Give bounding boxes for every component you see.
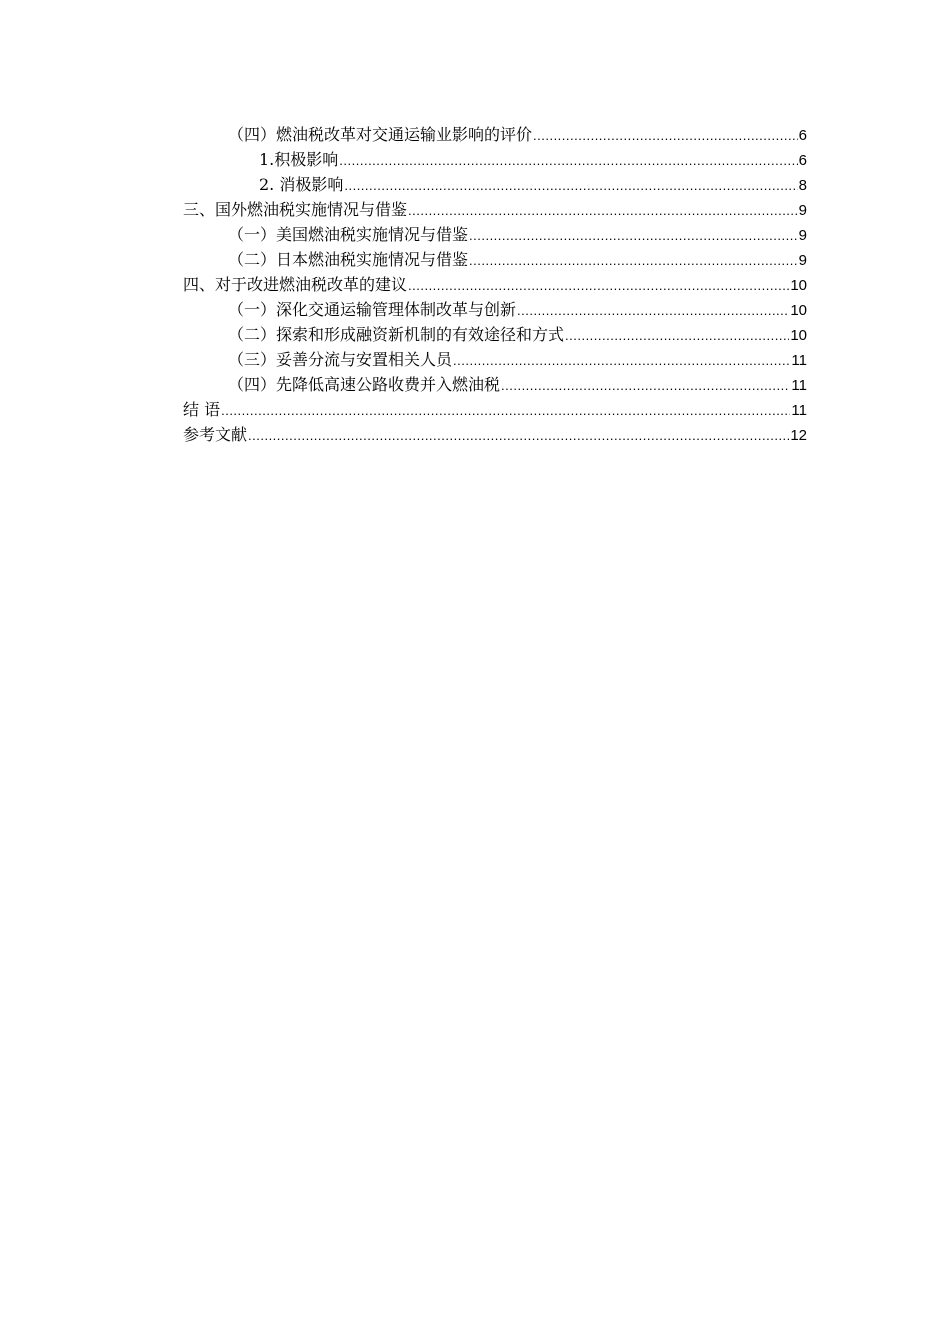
toc-leader-dots xyxy=(248,423,789,448)
toc-leader-dots xyxy=(469,248,798,273)
toc-leader-dots xyxy=(453,348,790,373)
toc-leader-dots xyxy=(408,273,789,298)
toc-entry-page: 10 xyxy=(790,327,807,344)
toc-entry-title: （一）美国燃油税实施情况与借鉴 xyxy=(228,225,469,244)
toc-entry-page: 11 xyxy=(791,352,807,369)
toc-leader-dots xyxy=(221,398,790,423)
toc-entry[interactable] xyxy=(183,372,807,397)
toc-leader-dots xyxy=(533,123,798,148)
toc-entry[interactable] xyxy=(183,297,807,322)
toc-entry-title: 三、国外燃油税实施情况与借鉴 xyxy=(183,200,408,219)
toc-leader-dots xyxy=(339,148,797,173)
toc-leader-dots xyxy=(565,323,789,348)
toc-entry[interactable] xyxy=(183,197,807,222)
toc-entry[interactable] xyxy=(183,122,807,147)
toc-entry-page: 10 xyxy=(790,302,807,319)
toc-entry[interactable] xyxy=(183,247,807,272)
toc-entry-page: 6 xyxy=(798,152,807,169)
toc-entry-title: 2. 消极影响 xyxy=(259,175,344,194)
toc-entry[interactable] xyxy=(183,422,807,447)
toc-entry-page: 11 xyxy=(791,402,807,419)
toc-entry-page: 9 xyxy=(798,252,807,269)
toc-entry-title: 四、对于改进燃油税改革的建议 xyxy=(183,275,408,294)
toc-entry-title: （二）日本燃油税实施情况与借鉴 xyxy=(228,250,469,269)
toc-entry[interactable] xyxy=(183,147,807,172)
toc-entry-page: 9 xyxy=(798,202,807,219)
toc-entry-page: 6 xyxy=(798,127,807,144)
toc-entry-page: 10 xyxy=(790,277,807,294)
toc-entry-title: （二）探索和形成融资新机制的有效途径和方式 xyxy=(228,325,565,344)
toc-entry[interactable] xyxy=(183,397,807,422)
table-of-contents xyxy=(183,122,807,447)
toc-entry-page: 9 xyxy=(798,227,807,244)
toc-entry-title: 1.积极影响 xyxy=(259,150,339,169)
toc-entry-page: 8 xyxy=(798,177,807,194)
toc-entry[interactable] xyxy=(183,272,807,297)
toc-entry[interactable] xyxy=(183,222,807,247)
toc-leader-dots xyxy=(408,198,798,223)
toc-leader-dots xyxy=(501,373,790,398)
toc-entry[interactable] xyxy=(183,347,807,372)
toc-entry-title: （四）先降低高速公路收费并入燃油税 xyxy=(228,375,501,394)
toc-entry-title: （一）深化交通运输管理体制改革与创新 xyxy=(228,300,517,319)
toc-entry-title: 参考文献 xyxy=(183,425,248,444)
toc-leader-dots xyxy=(344,173,797,198)
toc-entry[interactable] xyxy=(183,322,807,347)
toc-entry-title: 结 语 xyxy=(183,400,221,419)
toc-entry-title: （三）妥善分流与安置相关人员 xyxy=(228,350,453,369)
toc-leader-dots xyxy=(517,298,789,323)
toc-entry[interactable] xyxy=(183,172,807,197)
toc-entry-page: 12 xyxy=(790,427,807,444)
toc-entry-page: 11 xyxy=(791,377,807,394)
toc-leader-dots xyxy=(469,223,798,248)
toc-entry-title: （四）燃油税改革对交通运输业影响的评价 xyxy=(228,125,533,144)
